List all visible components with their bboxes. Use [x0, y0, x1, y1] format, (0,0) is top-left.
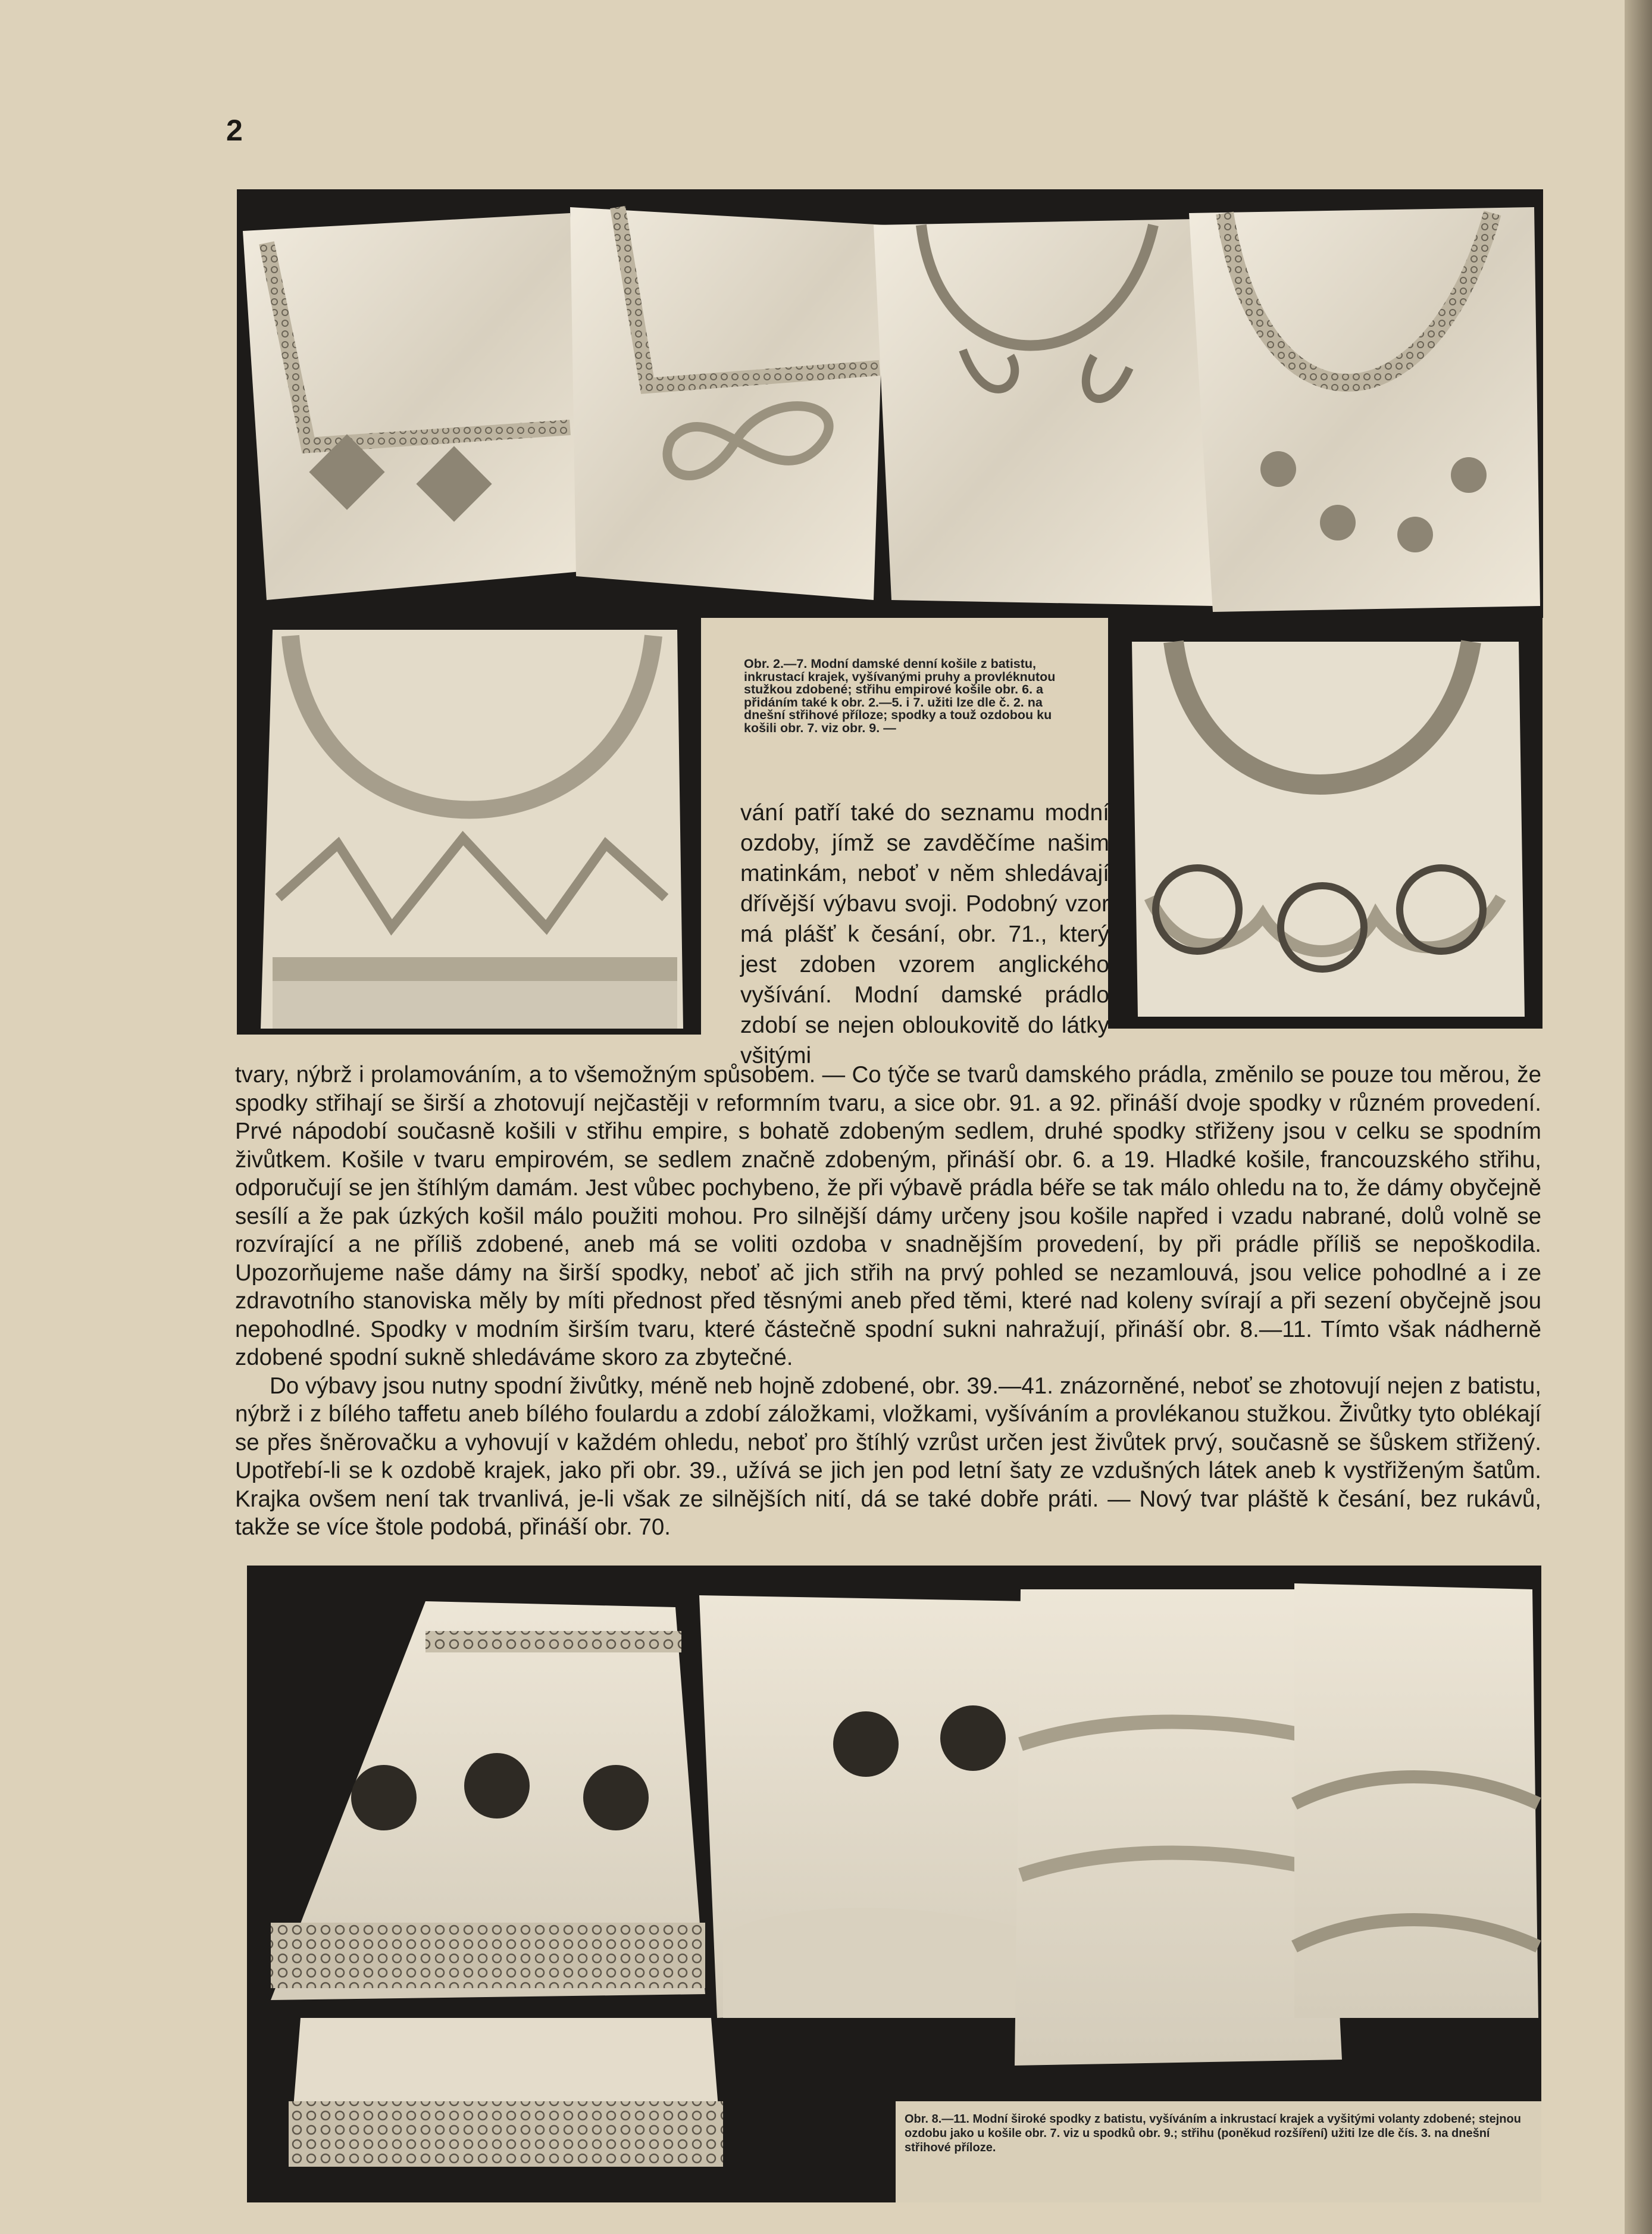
body-paragraph-1: tvary, nýbrž i prolamováním, a to všemožným spůsobem. — Co týče se tvarů damského prádla, změnilo se pouze tou měrou, že spodky střihají se širší a zhotovují nejčastěji v reformním tvaru, a sice obr. 91. a 92. přináší dvoje spodky v různém provedení. Prvé nápodobí současně košili v střihu empire, s bohatě zdobeným sedlem, druhé spodky střiženy jsou v celku se spodním živůtkem. Košile v tvaru empirovém, se sedlem značně zdobeným, přináší obr. 6. a 19. Hladké košile, francouzského střihu, odporučují se jen štíhlým damám. Jest vůbec pochybeno, že při výbavě prádla béře se tak málo ohledu na to, že dámy obyčejně sesílí a že pak úzkých košil málo použiti mohou. Pro silnější dámy určeny jsou košile napřed i vzadu nabrané, dolů volně se rozvírající a ne příliš zdobené, aneb má se voliti ozdoba v snadnějším provedení, by při prádle příliš se nepoškodila. Upozorňujeme naše dámy na širší spodky, neboť ač jich střih na prvý pohled se nezamlouvá, jsou velice pohodlné a i ze zdravotního stanoviska měly by míti přednost před těsnými aneb před těmi, které nad koleny svírají a při sezení obyčejně jsou nepohodlné. Spodky v modním širším tvaru, které částečně spodní sukni nahražují, přináší obr. 8.—11. Tímto však nádherně zdobené spodní sukně shledáváme skoro za zbytečné. [235, 1062, 1541, 1370]
page-number: 2 [226, 114, 243, 147]
chemise-illustration-left [237, 618, 701, 1035]
photo-chemise-right [1108, 618, 1543, 1029]
photo-chemise-left [237, 618, 701, 1035]
body-text [235, 1061, 1541, 1542]
photo-chemises-top [237, 189, 1543, 618]
body-paragraph-2: Do výbavy jsou nutny spodní živůtky, méně neb hojně zdobené, obr. 39.—41. znázorněné, neboť se zhotovují nejen z batistu, nýbrž i z bílého taffetu aneb bílého foulardu a zdobí záložkami, vložkami, vyšíváním a provlékanou stužkou. Živůtky tyto oblékají se přes šněrovačku a vyhovují v každém ohledu, neboť pro štíhlý vzrůst určen jest živůtek prvý, současně se šůskem střižený. Upotřebí-li se k ozdobě krajek, jako při obr. 39., užívá se jich jen pod letní šaty ze vzdušných látek aneb k vystřiženým šatům. Krajka ovšem není tak trvanlivá, je-li však ze silnějších nití, dá se také dobře práti. — Nový tvar pláště k česání, bez rukávů, takže se více štole podobá, přináší obr. 70. [235, 1373, 1541, 1540]
chemise-illustration-right [1108, 618, 1543, 1029]
photo-drawers-bottom [247, 1566, 1541, 2202]
page-edge-shadow [1625, 0, 1652, 2234]
chemise-illustrations-top [237, 189, 1543, 618]
column-paragraph: vání patří také do seznamu modní ozdoby, jímž se zavděčíme našim matinkám, neboť v něm shledávají dřívější výbavu svoji. Podobný vzor má plášť k česání, obr. 71., který jest zdoben vzorem anglického vyšívání. Modní damské prádlo zdobí se nejen obloukovitě do látky všitými [740, 800, 1109, 1068]
caption-fig-2-7: Obr. 2.—7. Modní damské denní košile z batistu, inkrustací krajek, vyšívanými pruhy a provléknutou stužkou zdobené; střihu empirové košile obr. 6. a přidáním také k obr. 2.—5. i 7. užiti lze dle č. 2. na dnešní střihové příloze; spodky a touž ozdobou ku košili obr. 7. viz obr. 9. — [744, 657, 1056, 735]
drawers-illustrations [247, 1566, 1541, 2202]
column-text [740, 798, 1109, 1071]
caption-fig-8-11: Obr. 8.—11. Modní široké spodky z batistu, vyšíváním a inkrustací krajek a vyšitými volanty zdobené; stejnou ozdobu jako u košile obr. 7. viz u spodků obr. 9.; střihu (poněkud rozšíření) užiti lze dle čís. 3. na dnešní střihové příloze. [905, 2113, 1521, 2154]
